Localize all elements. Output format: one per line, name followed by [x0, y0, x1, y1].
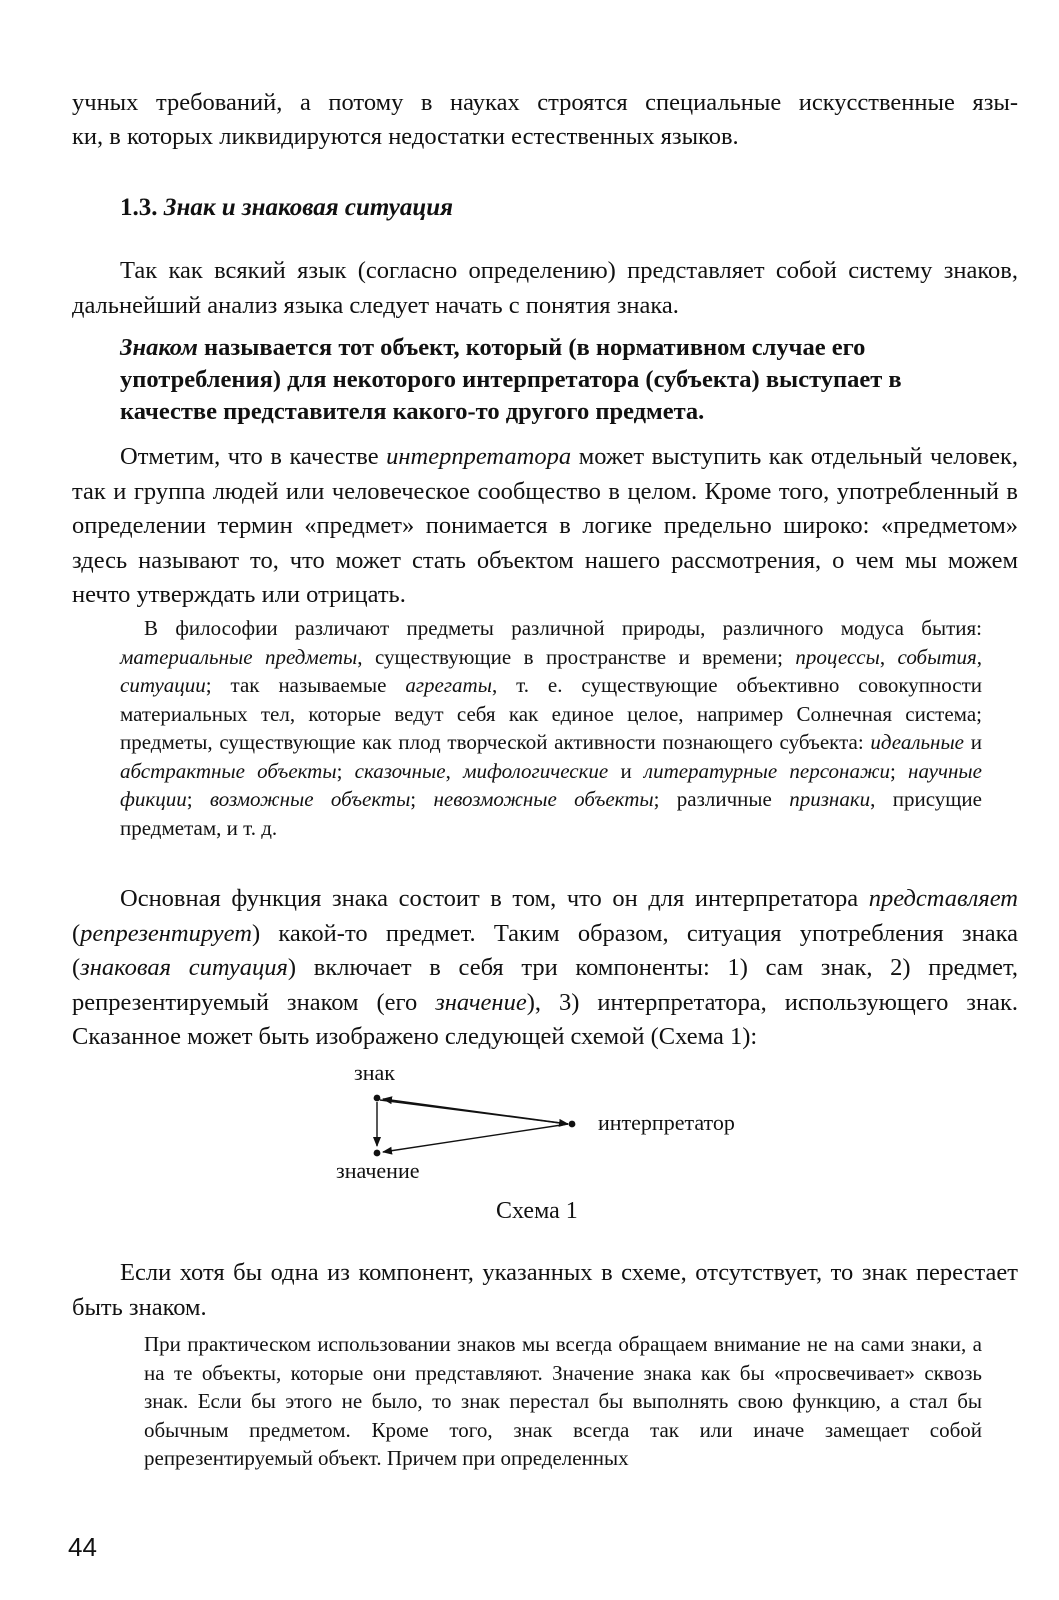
text-run: , присущие предметам, и т. д.: [120, 787, 982, 840]
label-sign: знак: [354, 1060, 395, 1085]
text-run: и: [964, 730, 982, 754]
page-number: 44: [68, 1532, 97, 1562]
text-run: , т. е. существующие объективно совокупности материальных тел, которые ведут себя как единое целое, например Солнечная система; предметы, существующие как плод творческой активности познающего субъекта:: [120, 673, 982, 754]
definition-block: [120, 332, 990, 428]
text-run: ), 3) интерпретатора, использующего знак. Сказанное может быть изображено следующей схемой (Схема 1):: [72, 988, 1018, 1050]
text-run: (: [72, 919, 81, 947]
italic-term: идеальные: [870, 730, 965, 754]
italic-term: процессы: [795, 644, 880, 669]
text-run: ;: [410, 787, 434, 811]
paragraph-interpreter-note: [72, 440, 1018, 613]
text-run: ,: [976, 644, 982, 669]
paragraph-absent-component: Если хотя бы одна из компонент, указанных в схеме, отсутствует, то знак перестает быть знаком.: [72, 1259, 1018, 1321]
italic-term: агрегаты: [405, 673, 492, 697]
text-run: В философии различают предметы различной природы, различного модуса бытия:: [144, 616, 982, 640]
text-run: и: [608, 758, 644, 783]
paragraph-sign-function: [72, 882, 1018, 1055]
italic-term: материальные предметы: [120, 644, 358, 669]
text-run: ,: [445, 758, 464, 783]
text-run: ,: [879, 644, 898, 669]
text-run: ; так называемые: [205, 673, 406, 697]
italic-term: мифологические: [463, 758, 609, 783]
italic-term: признаки: [789, 787, 871, 811]
paragraph-line: ки, в которых ликвидируются недостатки естественных языков.: [72, 123, 739, 150]
paragraph-intro: Так как всякий язык (согласно определению) представляет собой систему знаков, дальнейший анализ языка следует начать с понятия знака.: [72, 257, 1018, 319]
paragraph-line: учных требований, а потому в науках строятся специальные искусственные язы-: [72, 89, 1018, 116]
arrow-interpreter-to-meaning: [383, 1124, 568, 1152]
label-interpreter: интерпретатор: [598, 1110, 735, 1135]
definition-text: называется тот объект, который (в нормативном случае его употребления) для некоторого интерпретатора (субъекта) выступает в качестве представителя какого-то другого предмета.: [120, 334, 902, 425]
italic-term: представляет: [868, 885, 1018, 912]
paragraph-philosophy-note: [120, 614, 982, 842]
definition-term: Знаком: [120, 334, 198, 361]
node-meaning: [374, 1150, 381, 1157]
italic-term: интерпретатора: [386, 443, 572, 470]
italic-term: сказочные: [354, 758, 446, 783]
italic-term: невозможные объекты: [433, 787, 654, 811]
text-run: ) включает в себя три компоненты: 1) сам знак, 2) предмет, репрезентируемый знаком (его: [72, 954, 1018, 1016]
text-run: ;: [889, 758, 909, 783]
italic-term: знаковая ситуация: [80, 954, 288, 981]
sign-situation-diagram: [330, 1058, 780, 1188]
text-run: ) какой-то предмет. Таким образом, ситуация употребления знака (: [72, 919, 1018, 981]
section-title: Знак и знаковая ситуация: [163, 194, 454, 221]
text-run: ;: [336, 758, 355, 783]
text-run: Отметим, что в качестве: [120, 443, 387, 470]
text-run: Основная функция знака состоит в том, что он для интерпретатора: [120, 885, 869, 912]
italic-term: научные фикции: [120, 758, 982, 811]
italic-term: возможные объекты: [209, 787, 411, 811]
text-run: может выступить как отдельный человек, так и группа людей или человеческое сообщество в целом. Кроме того, употребленный в определении термин «предмет» понимается в логике предельно широко: «предметом» здесь называют то, что может стать объектом нашего рассмотрения, о чем мы можем нечто утверждать или отрицать.: [72, 443, 1018, 608]
label-meaning: значение: [336, 1158, 420, 1183]
italic-term: репрезентирует: [80, 919, 252, 947]
node-sign: [374, 1095, 381, 1102]
paragraph-continued: [72, 86, 1018, 154]
diagram-caption: Схема 1: [496, 1198, 578, 1224]
paragraph-practical-use: При практическом использовании знаков мы всегда обращаем внимание не на сами знаки, а на те объекты, которые они представляют. Значение знака как бы «просвечивает» сквозь знак. Если бы этого не было, то знак перестал бы выполнять свою функцию, а стал бы обычным предметом. Кроме того, знак всегда так или иначе замещает собой репрезентируемый объект. Причем при определенных: [144, 1332, 982, 1470]
text-run: , существующие в пространстве и времени;: [357, 644, 796, 669]
text-run: ; различные: [653, 787, 790, 811]
italic-term: ситуации: [120, 673, 206, 697]
text-run: ;: [186, 787, 210, 811]
section-heading: [120, 194, 453, 222]
italic-term: литературные персонажи: [643, 758, 890, 783]
italic-term: события: [897, 644, 977, 669]
section-number: 1.3.: [120, 194, 158, 221]
italic-term: абстрактные объекты: [120, 758, 337, 783]
italic-term: значение: [435, 988, 527, 1016]
arrow-interpreter-to-sign: [383, 1099, 568, 1124]
node-interpreter: [569, 1121, 576, 1128]
